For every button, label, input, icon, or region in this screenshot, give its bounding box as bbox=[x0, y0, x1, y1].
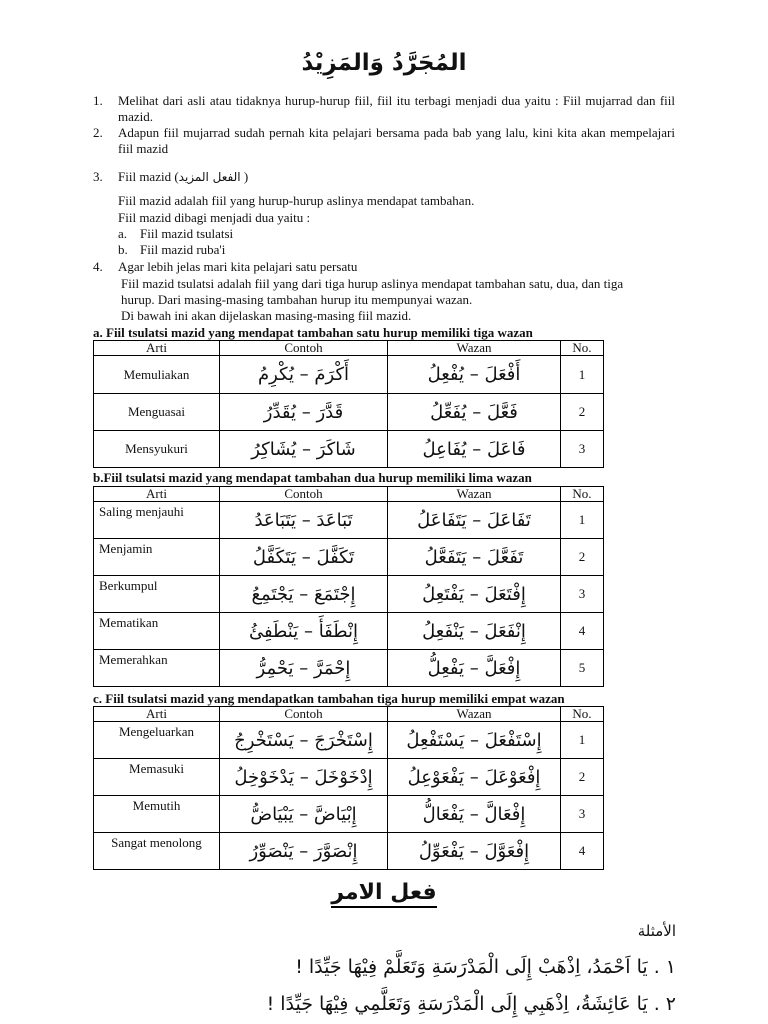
subitem-text: Fiil mazid ruba'i bbox=[140, 242, 226, 257]
cell-wazan: أَفْعَلَ – يُفْعِلُ bbox=[388, 356, 561, 394]
list-number: 1. bbox=[93, 93, 103, 108]
cell-wazan: إِفْعَوْعَلَ – يَفْعَوْعِلُ bbox=[388, 759, 561, 796]
header-wazan: Wazan bbox=[388, 341, 561, 356]
cell-wazan: إِفْتَعَلَ – يَفْتَعِلُ bbox=[388, 576, 561, 613]
cell-contoh: إِدْخَوْخَلَ – يَدْخَوْخِلُ bbox=[220, 759, 388, 796]
table-row bbox=[94, 613, 604, 650]
cell-wazan: فَاعَلَ – يُفَاعِلُ bbox=[388, 431, 561, 468]
cell-no: 2 bbox=[561, 539, 604, 576]
header-contoh: Contoh bbox=[220, 707, 388, 722]
cell-wazan: إِفْعَوَّلَ – يَفْعَوِّلُ bbox=[388, 833, 561, 870]
cell-arti: Memutih bbox=[94, 796, 220, 833]
table-row bbox=[94, 502, 604, 539]
cell-contoh: إِجْتَمَعَ – يَجْتَمِعُ bbox=[220, 576, 388, 613]
paragraph-line: hurup. Dari masing-masing tambahan hurup itu mempunyai wazan. bbox=[121, 292, 473, 307]
cell-no: 1 bbox=[561, 356, 604, 394]
fiil-amr-heading bbox=[0, 880, 768, 905]
example-sentence-2: ٢ . يَا عَائِشَةُ، اِذْهَبِي إِلَى الْمَدْرَسَةِ وَتَعَلَّمِي فِيْهَا جَيِّدًا ! bbox=[266, 993, 676, 1015]
table-row bbox=[94, 722, 604, 759]
cell-no: 3 bbox=[561, 796, 604, 833]
paragraph-line: Fiil mazid adalah fiil yang hurup-hurup aslinya mendapat tambahan. bbox=[118, 193, 475, 208]
table-section-b bbox=[93, 486, 604, 687]
cell-wazan: فَعَّلَ – يُفَعِّلُ bbox=[388, 394, 561, 431]
table-row bbox=[94, 356, 604, 394]
fiil-mazid-suffix: ) bbox=[240, 169, 249, 184]
header-wazan: Wazan bbox=[388, 707, 561, 722]
intro-item-4: Agar lebih jelas mari kita pelajari satu persatu bbox=[118, 259, 358, 274]
cell-no: 3 bbox=[561, 576, 604, 613]
cell-no: 3 bbox=[561, 431, 604, 468]
cell-no: 4 bbox=[561, 613, 604, 650]
cell-arti: Memuliakan bbox=[94, 356, 220, 394]
cell-arti: Mematikan bbox=[94, 613, 220, 650]
cell-contoh: قَدَّرَ – يُقَدِّرُ bbox=[220, 394, 388, 431]
table-row bbox=[94, 759, 604, 796]
cell-contoh: تَكَفَّلَ – يَتَكَفَّلُ bbox=[220, 539, 388, 576]
cell-contoh: إِنْصَوَّرَ – يَنْصَوِّرُ bbox=[220, 833, 388, 870]
fiil-mazid-arabic: الفعل المزيد bbox=[178, 170, 241, 184]
cell-no: 1 bbox=[561, 722, 604, 759]
cell-contoh: إِبْيَاضَّ – يَبْيَاضُّ bbox=[220, 796, 388, 833]
cell-contoh: أَكْرَمَ – يُكْرِمُ bbox=[220, 356, 388, 394]
page-title: المُجَرَّدُ وَالمَزِيْدُ bbox=[301, 50, 467, 76]
header-wazan: Wazan bbox=[388, 487, 561, 502]
header-contoh: Contoh bbox=[220, 341, 388, 356]
table-section-c bbox=[93, 706, 604, 870]
cell-arti: Menjamin bbox=[94, 539, 220, 576]
header-contoh: Contoh bbox=[220, 487, 388, 502]
header-no: No. bbox=[561, 487, 604, 502]
section-title-a: a. Fiil tsulatsi mazid yang mendapat tambahan satu hurup memiliki tiga wazan bbox=[93, 325, 533, 340]
section-title-c: c. Fiil tsulatsi mazid yang mendapatkan tambahan tiga hurup memiliki empat wazan bbox=[93, 691, 565, 706]
list-number: 2. bbox=[93, 125, 103, 140]
fiil-amr-title: فعل الامر bbox=[331, 880, 436, 908]
subitem-text: Fiil mazid tsulatsi bbox=[140, 226, 234, 241]
cell-no: 4 bbox=[561, 833, 604, 870]
cell-no: 5 bbox=[561, 650, 604, 687]
table-row bbox=[94, 539, 604, 576]
cell-wazan: إِسْتَفْعَلَ – يَسْتَفْعِلُ bbox=[388, 722, 561, 759]
paragraph-line: Fiil mazid dibagi menjadi dua yaitu : bbox=[118, 210, 311, 225]
cell-arti: Memerahkan bbox=[94, 650, 220, 687]
table-row bbox=[94, 796, 604, 833]
table-row bbox=[94, 576, 604, 613]
intro-item-2: Adapun fiil mujarrad sudah pernah kita pelajari bersama pada bab yang lalu, kini kita akan mempelajari fiil mazid bbox=[118, 125, 675, 156]
table-header-row bbox=[94, 487, 604, 502]
header-no: No. bbox=[561, 341, 604, 356]
table-header-row bbox=[94, 341, 604, 356]
cell-arti: Mensyukuri bbox=[94, 431, 220, 468]
table-section-a bbox=[93, 340, 604, 468]
list-number: 3. bbox=[93, 169, 103, 184]
table-header-row bbox=[94, 707, 604, 722]
intro-item-1: Melihat dari asli atau tidaknya hurup-hurup fiil, fiil itu terbagi menjadi dua yaitu : Fiil mujarrad dan fiil mazid. bbox=[118, 93, 675, 124]
cell-contoh: شَاكَرَ – يُشَاكِرُ bbox=[220, 431, 388, 468]
cell-arti: Menguasai bbox=[94, 394, 220, 431]
table-row bbox=[94, 650, 604, 687]
header-arti: Arti bbox=[94, 707, 220, 722]
header-arti: Arti bbox=[94, 341, 220, 356]
intro-item-3 bbox=[118, 169, 248, 185]
cell-wazan: تَفَاعَلَ – يَتَفَاعَلُ bbox=[388, 502, 561, 539]
cell-wazan: إِفْعَالَّ – يَفْعَالُّ bbox=[388, 796, 561, 833]
table-row bbox=[94, 431, 604, 468]
cell-wazan: تَفَعَّلَ – يَتَفَعَّلُ bbox=[388, 539, 561, 576]
cell-wazan: إِنْفَعَلَ – يَنْفَعِلُ bbox=[388, 613, 561, 650]
subitem-letter: b. bbox=[118, 242, 128, 257]
fiil-mazid-label: Fiil mazid ( bbox=[118, 169, 179, 184]
paragraph-line: Di bawah ini akan dijelaskan masing-masing fiil mazid. bbox=[121, 308, 412, 323]
section-title-b: b.Fiil tsulatsi mazid yang mendapat tambahan dua hurup memiliki lima wazan bbox=[93, 470, 532, 485]
header-no: No. bbox=[561, 707, 604, 722]
cell-contoh: إِنْطَفَأَ – يَنْطَفِئُ bbox=[220, 613, 388, 650]
cell-arti: Memasuki bbox=[94, 759, 220, 796]
cell-contoh: إِحْمَرَّ – يَحْمِرُّ bbox=[220, 650, 388, 687]
cell-contoh: إِسْتَخْرَجَ – يَسْتَخْرِجُ bbox=[220, 722, 388, 759]
cell-arti: Berkumpul bbox=[94, 576, 220, 613]
subitem-letter: a. bbox=[118, 226, 128, 241]
examples-label: الأمثلة bbox=[637, 922, 676, 940]
cell-arti: Saling menjauhi bbox=[94, 502, 220, 539]
cell-contoh: تَبَاعَدَ – يَتَبَاعَدُ bbox=[220, 502, 388, 539]
cell-arti: Sangat menolong bbox=[94, 833, 220, 870]
cell-no: 1 bbox=[561, 502, 604, 539]
header-arti: Arti bbox=[94, 487, 220, 502]
paragraph-line: Fiil mazid tsulatsi adalah fiil yang dari tiga hurup aslinya mendapat tambahan satu, dua, dan tiga bbox=[121, 276, 624, 291]
table-row bbox=[94, 833, 604, 870]
cell-arti: Mengeluarkan bbox=[94, 722, 220, 759]
cell-no: 2 bbox=[561, 394, 604, 431]
cell-no: 2 bbox=[561, 759, 604, 796]
list-number: 4. bbox=[93, 259, 103, 274]
cell-wazan: إِفْعَلَّ – يَفْعِلُّ bbox=[388, 650, 561, 687]
table-row bbox=[94, 394, 604, 431]
example-sentence-1: ١ . يَا اَحْمَدُ، اِذْهَبْ إِلَى الْمَدْرَسَةِ وَتَعَلَّمْ فِيْهَا جَيِّدًا ! bbox=[295, 956, 676, 978]
